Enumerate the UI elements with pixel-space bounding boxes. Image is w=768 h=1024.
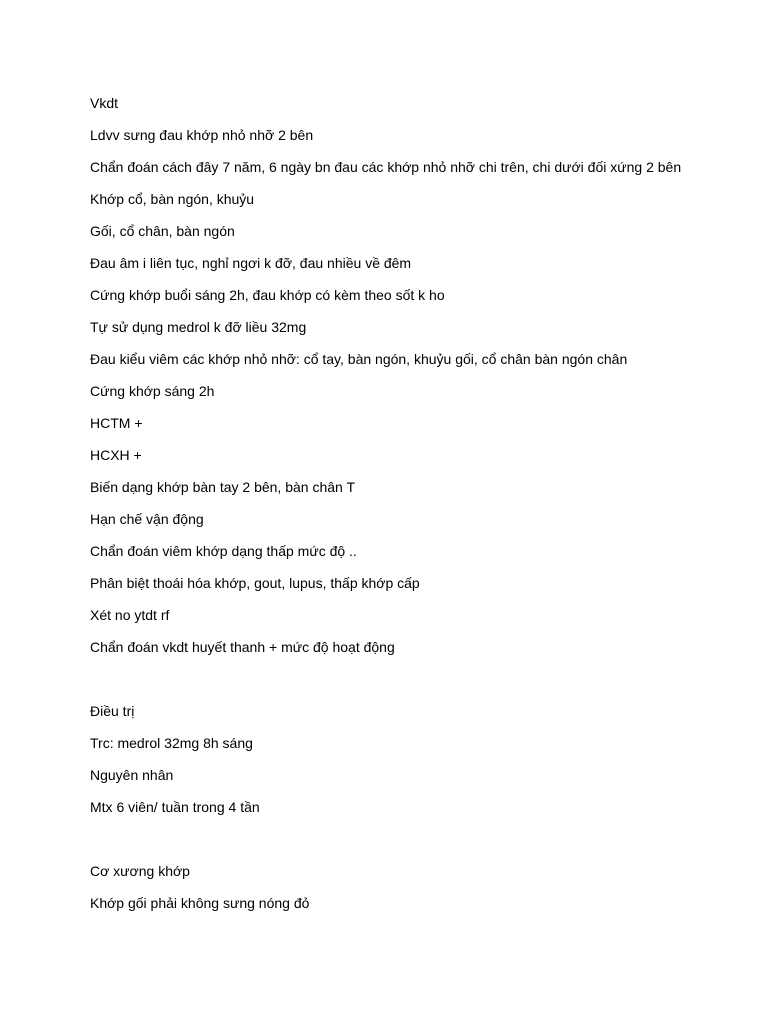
- text-line: Đau kiểu viêm các khớp nhỏ nhỡ: cổ tay, bàn ngón, khuỷu gối, cổ chân bàn ngón chân: [90, 351, 628, 367]
- text-line: Tự sử dụng medrol k đỡ liều 32mg: [90, 319, 307, 335]
- section-heading-dieu-tri: Điều trị: [90, 703, 135, 719]
- text-line: Ldvv sưng đau khớp nhỏ nhỡ 2 bên: [90, 127, 314, 143]
- text-line: Biến dạng khớp bàn tay 2 bên, bàn chân T: [90, 479, 356, 495]
- text-line: HCTM +: [90, 415, 143, 431]
- text-line: Hạn chế vận động: [90, 511, 204, 527]
- text-line: Phân biệt thoái hóa khớp, gout, lupus, thấp khớp cấp: [90, 575, 420, 591]
- text-line: Đau âm i liên tục, nghỉ ngơi k đỡ, đau nhiều về đêm: [90, 255, 412, 271]
- section-heading-co-xuong-khop: Cơ xương khớp: [90, 863, 190, 879]
- text-line: Nguyên nhân: [90, 767, 174, 783]
- text-line: Chẩn đoán vkdt huyết thanh + mức độ hoạt động: [90, 639, 395, 655]
- text-line: Xét no ytdt rf: [90, 607, 170, 623]
- text-line: HCXH +: [90, 447, 142, 463]
- text-line: Gối, cổ chân, bàn ngón: [90, 223, 235, 239]
- text-line: Mtx 6 viên/ tuần trong 4 tần: [90, 799, 260, 815]
- document-body: [90, 91, 750, 923]
- text-line: Trc: medrol 32mg 8h sáng: [90, 735, 253, 751]
- text-line: Chẩn đoán viêm khớp dạng thấp mức độ ..: [90, 543, 357, 559]
- text-line: Khớp cổ, bàn ngón, khuỷu: [90, 191, 255, 207]
- empty-line: [90, 667, 750, 699]
- text-line: Vkdt: [90, 95, 119, 111]
- text-line: Cứng khớp buổi sáng 2h, đau khớp có kèm theo sốt k ho: [90, 287, 445, 303]
- text-line: Chẩn đoán cách đây 7 năm, 6 ngày bn đau các khớp nhỏ nhỡ chi trên, chi dưới đối xứng 2 bên: [90, 159, 682, 175]
- text-line: Khớp gối phải không sưng nóng đỏ: [90, 895, 310, 911]
- empty-line: [90, 827, 750, 859]
- text-line: Cứng khớp sáng 2h: [90, 383, 215, 399]
